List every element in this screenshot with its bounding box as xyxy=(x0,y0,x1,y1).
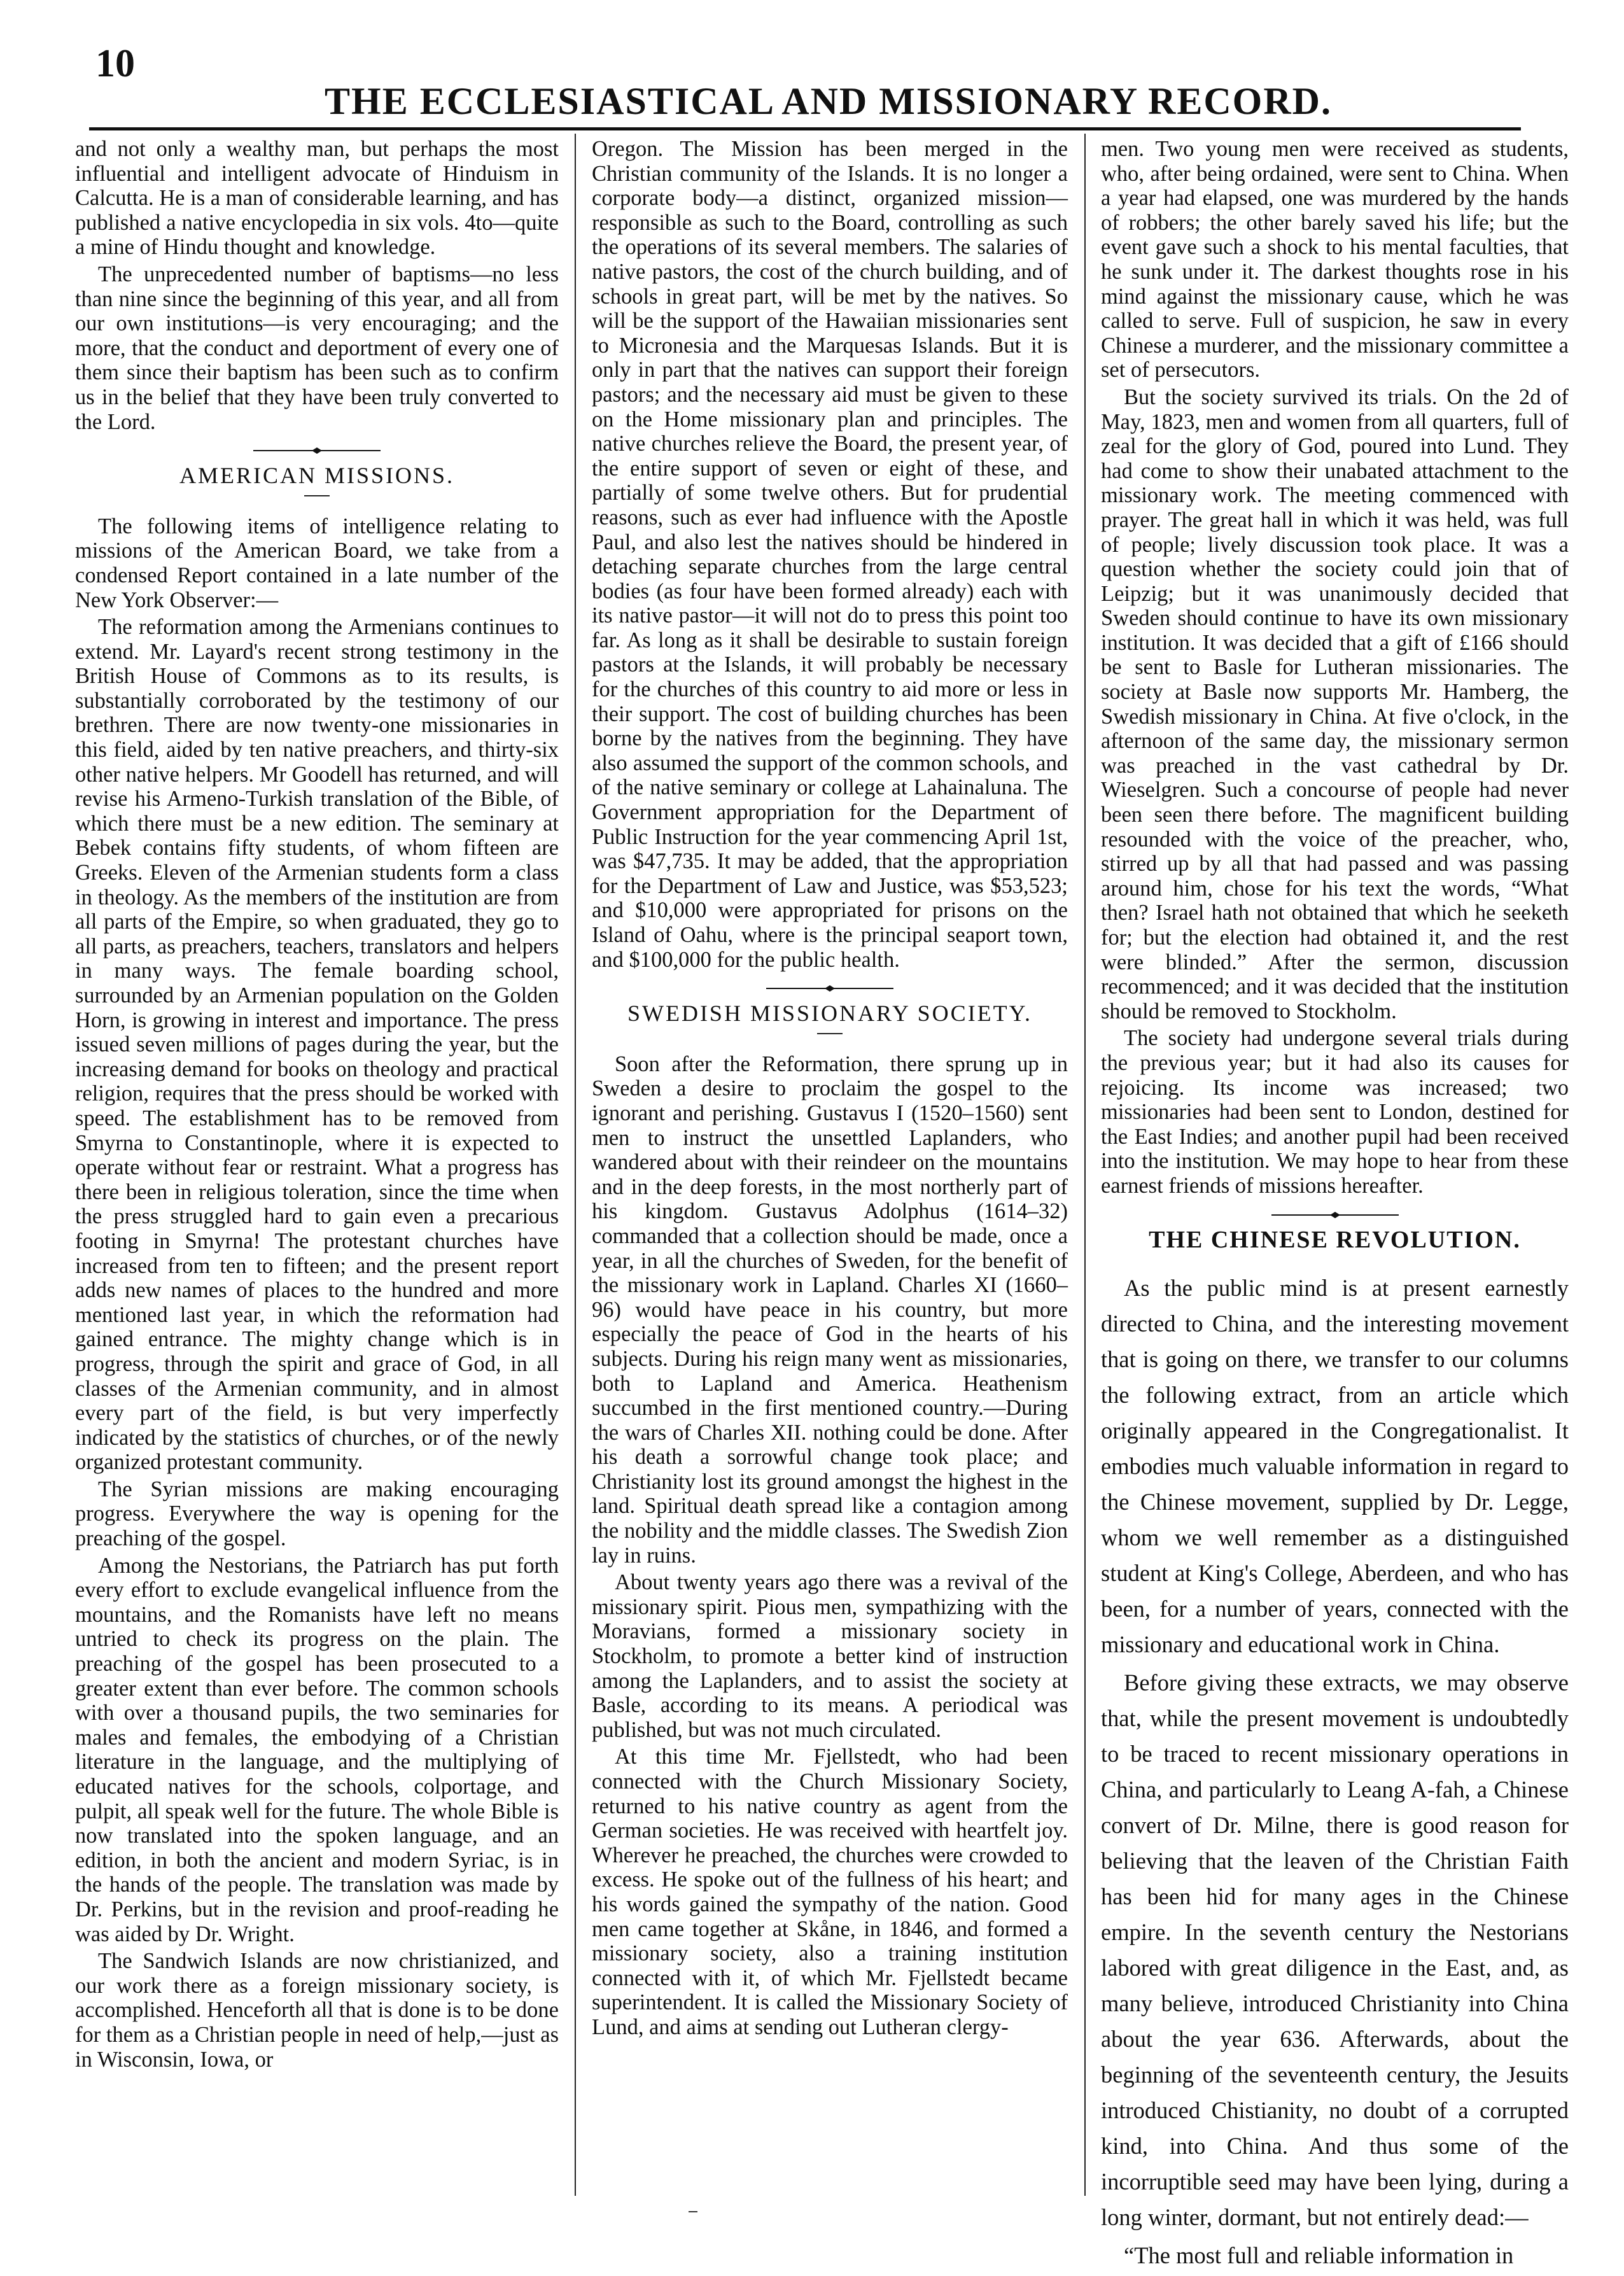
column-divider xyxy=(575,134,576,2196)
paragraph: Soon after the Reformation, there sprung up in Sweden a desire to proclaim the gospel to the ignorant and perishing. Gustavus I (1520–1560) sent men to instruct the unsettled Laplanders, who wandered about with their reindeer on the mountains and in the deep forests, in the most northerly part of his kingdom. Gustavus Adolphus (1614–32) commanded that a collection should be made, once a year, in all the churches of Sweden, for the benefit of the missionary work in Lapland. Charles XI (1660–96) would have peace in his country, but more especially the peace of God in the hearts of his subjects. During his reign many went as missionaries, both to Lapland and America. Heathenism succumbed in the first mentioned country.—During the wars of Charles XII. nothing could be done. After his death a sorrowful change took place; and Christianity lost its ground amongst the highest in the land. Spiritual death spread like a contagion among the nobility and the middle classes. The Swedish Zion lay in ruins. xyxy=(592,1051,1068,1568)
page-number: 10 xyxy=(95,42,135,85)
ornament-rule-icon xyxy=(1271,1211,1399,1219)
header-rule xyxy=(89,127,1521,130)
paragraph: The Sandwich Islands are now christianized, and our work there as a foreign missionary society, is accomplished. Henceforth all that is done is to be done for them as a Christian people in need of help,—just as in Wisconsin, Iowa, or xyxy=(75,1949,559,2072)
paragraph: At this time Mr. Fjellstedt, who had been connected with the Church Missionary Society, returned to his native country as agent from the German societies. He was received with heartfelt joy. Wherever he preached, the churches were crowded to excess. He spoke out of the fullness of his heart; and his words gained the sympathy of the nation. Good men came together at Skåne, in 1846, and formed a missionary society, also a training institution connected with it, of which Mr. Fjellstedt became superintendent. It is called the Missionary Society of Lund, and aims at sending out Lutheran clergy- xyxy=(592,1745,1068,2039)
ornament-rule-icon xyxy=(766,985,893,992)
paragraph: Before giving these extracts, we may observe that, while the present movement is undoubtedly to be traced to recent missionary operations in China, and particularly to Leang A-fah, a Chinese convert of Dr. Milne, there is good reason for believing that the leaven of the Christian Faith has been hid for many ages in the Chinese empire. In the seventh century the Nestorians labored with great diligence in the East, and, as many believe, introduced Christianity into China about the year 636. Afterwards, about the beginning of the seventeenth century, the Jesuits introduced Chistianity, no doubt of a corrupted kind, into China. And thus some of the incorruptible seed may have been lying, during a long winter, dormant, but not entirely dead:— xyxy=(1101,1669,1569,2231)
column-divider xyxy=(1084,134,1086,2196)
ornament-rule-icon xyxy=(253,447,381,454)
section-heading-american-missions xyxy=(75,447,559,496)
paragraph: The unprecedented number of baptisms—no less than nine since the beginning of this year, and all from our own institutions—is very encouraging; and the more, that the conduct and deportment of every one of them since their baptism has been such as to confirm us in the belief that they have been truly converted to the Lord. xyxy=(75,262,559,434)
section-heading-text: AMERICAN MISSIONS. xyxy=(179,463,455,489)
paragraph: The society had undergone several trials during the previous year; but it had also its causes for rejoicing. Its income was increased; two missionaries had been sent to London, destined for the East Indies; and another pupil had been received into the institution. We may hope to hear from these earnest friends of missions hereafter. xyxy=(1101,1026,1569,1198)
column-2 xyxy=(592,137,1068,2042)
section-heading-chinese-revolution xyxy=(1101,1211,1569,1253)
paragraph: men. Two young men were received as students, who, after being ordained, were sent to China. When a year had elapsed, one was murdered by the hands of robbers; the other barely saved his life; but the event gave such a shock to his mental faculties, that he sunk under it. The darkest thoughts rose in his mind against the missionary cause, which he was called to serve. Full of suspicion, he saw in every Chinese a murderer, and the missionary committee a set of persecutors. xyxy=(1101,137,1569,383)
paragraph: Oregon. The Mission has been merged in the Christian community of the Islands. It is no longer a corporate body—a distinct, organized mission—responsible as such to the Board, controlling as such the operations of its several members. The salaries of native pastors, the cost of the church building, and of schools in great part, will be met by the natives. So will be the support of the Hawaiian missionaries sent to Micronesia and the Marquesas Islands. But it is only in part that the natives can support their foreign pastors; and the necessary aid must be given to these on the Home missionary plan and principles. The native churches relieve the Board, the present year, of the entire support of seven or eight of these, and partially of some twelve others. But for prudential reasons, such as ever had influence with the Apostle Paul, and also lest the natives should be hindered in detaching separate churches from the large central bodies (as four have been formed already) each with its native pastor—it will not do to press this point too far. As long as it shall be desirable to sustain foreign pastors at the Islands, it will probably be necessary for the churches of this country to aid more or less in their support. The cost of building churches has been borne by the natives from the beginning. They have also assumed the support of the common schools, and of the native seminary or college at Lahainaluna. The Government appropriation for the Department of Public Instruction for the year commencing April 1st, was $47,735. It may be added, that the appropriation for the Department of Law and Justice, was $53,523; and $10,000 were appropriated for prisons on the Island of Oahu, where is the principal seaport town, and $100,000 for the public health. xyxy=(592,137,1068,972)
paragraph: Among the Nestorians, the Patriarch has put forth every effort to exclude evangelical influence from the mountains, and the Romanists have left no means untried to check its progress on the plain. The preaching of the gospel has been prosecuted to a greater extent than ever before. The common schools with over a thousand pupils, the two seminaries for males and females, the embodying of a Christian literature in the language, and the multiplying of educated natives for the schools, colportage, and pulpit, all speak well for the future. The whole Bible is now translated into the spoken language, and an edition, in both the ancient and modern Syriac, is in the hands of the people. The translation was made by Dr. Perkins, but in the revision and proof-reading he was aided by Dr. Wright. xyxy=(75,1553,559,1946)
page-header xyxy=(95,35,1527,130)
footer-mark xyxy=(689,2211,697,2212)
column-1 xyxy=(75,137,559,2074)
paragraph: The following items of intelligence relating to missions of the American Board, we take from a condensed Report contained in a late number of the New York Observer:— xyxy=(75,514,559,612)
running-title: THE ECCLESIASTICAL AND MISSIONARY RECORD. xyxy=(325,80,1332,122)
column-3 xyxy=(1101,137,1569,2276)
paragraph: About twenty years ago there was a revival of the missionary spirit. Pious men, sympathizing with the Moravians, formed a missionary society in Stockholm, to promote a better kind of instruction among the Laplanders, and to assist the society at Basle, according to its means. A periodical was published, but was not much circulated. xyxy=(592,1570,1068,1742)
paragraph: The reformation among the Armenians continues to extend. Mr. Layard's recent strong testimony in the British House of Commons as to its results, is substantially corroborated by the testimony of our brethren. There are now twenty-one missionaries in this field, aided by ten native preachers, and thirty-six other native helpers. Mr Goodell has returned, and will revise his Armeno-Turkish translation of the Bible, of which there must be a new edition. The seminary at Bebek contains fifty students, of whom fifteen are Greeks. Eleven of the Armenian students form a class in theology. As the members of the institution are from all parts of the Empire, so when graduated, they go to all parts, as preachers, teachers, translators and helpers in many ways. The female boarding school, surrounded by an Armenian population on the Golden Horn, is growing in interest and importance. The press issued seven millions of pages during the year, but the increasing demand for books on theology and practical religion, requires that the press should be worked with speed. The establishment has to be removed from Smyrna to Constantinople, where it is expected to operate without fear or restraint. What a progress has there been in religious toleration, since the time when the press struggled hard to gain even a precarious footing in Smyrna! The protestant churches have increased from ten to fifteen; and the present report adds new names of places to the hundred and more mentioned last year, in which the reformation had gained entrance. The mighty change which is in progress, through the spirit and grace of God, in all classes of the Armenian community, and in almost every part of the field, is but very imperfectly indicated by the statistics of churches, or of the newly organized protestant community. xyxy=(75,615,559,1475)
paragraph: But the society survived its trials. On the 2d of May, 1823, men and women from all quarters, full of zeal for the glory of God, poured into Lund. They had come to show their unabated attachment to the missionary work. The meeting commenced with prayer. The great hall in which it was held, was full of people; lively discussion took place. It was a question whether the society could join that of Leipzig; but it was unanimously decided that Sweden should continue to have its own missionary institution. It was decided that a gift of £166 should be sent to Basle for Lutheran missionaries. The society at Basle now supports Mr. Hamberg, the Swedish missionary in China. At five o'clock, in the afternoon of the same day, the missionary sermon was preached in the vast cathedral by Dr. Wieselgren. Such a concourse of people had never been seen there before. The magnificent building resounded with the voice of the preacher, who, stirred up by all that had passed and was passing around him, chose for his text the words, “What then? Israel hath not obtained that which he seeketh for; but the election had obtained it, and the rest were blinded.” After the sermon, discussion recommenced; and it was decided that the institution should be removed to Stockholm. xyxy=(1101,384,1569,1023)
paragraph: The Syrian missions are making encouraging progress. Everywhere the way is opening for the preaching of the gospel. xyxy=(75,1477,559,1551)
heading-dash xyxy=(817,1033,843,1034)
section-heading-text: THE CHINESE REVOLUTION. xyxy=(1149,1226,1521,1253)
section-heading-swedish-missionary-society xyxy=(592,985,1068,1034)
article-body xyxy=(1101,1270,1569,2273)
paragraph: “The most full and reliable information in xyxy=(1124,2242,1514,2269)
section-heading-text: SWEDISH MISSIONARY SOCIETY. xyxy=(627,1001,1033,1027)
heading-dash xyxy=(304,495,330,496)
paragraph: As the public mind is at present earnestly directed to China, and the interesting movement that is going on there, we transfer to our columns the following extract, from an article which originally appeared in the Congregationalist. It embodies much valuable information in regard to the Chinese movement, supplied by Dr. Legge, whom we well remember as a distinguished student at King's College, Aberdeen, and who has been, for a number of years, connected with the missionary and educational work in China. xyxy=(1101,1275,1569,1658)
paragraph: and not only a wealthy man, but perhaps the most influential and intelligent advocate of Hinduism in Calcutta. He is a man of considerable learning, and has published a native encyclopedia in six vols. 4to—quite a mine of Hindu thought and knowledge. xyxy=(75,137,559,260)
